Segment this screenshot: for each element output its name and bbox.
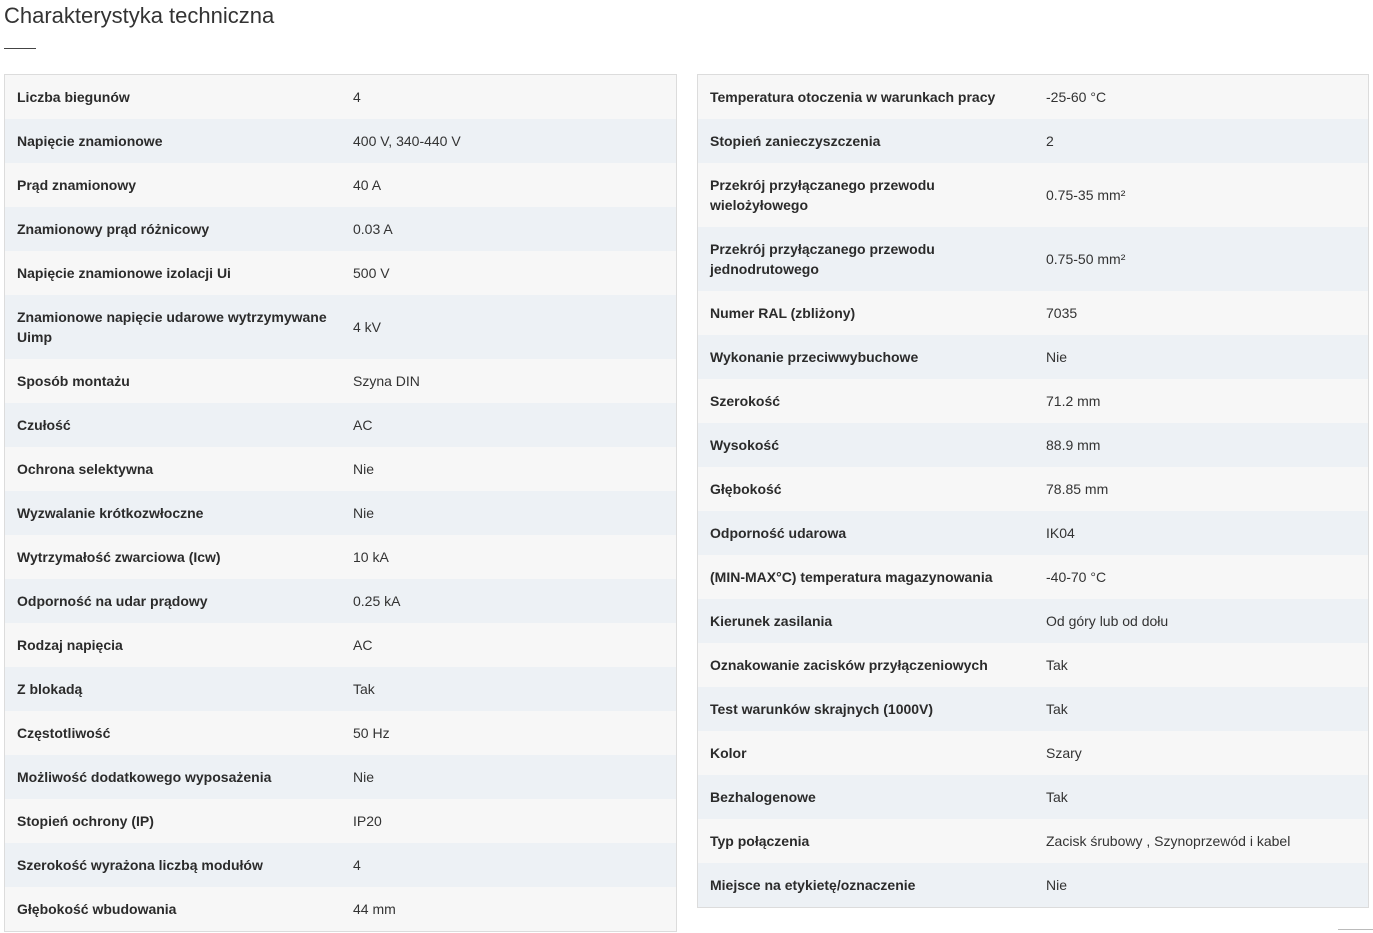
- spec-row: [5, 447, 676, 491]
- spec-row: [5, 295, 676, 359]
- spec-row: [698, 643, 1368, 687]
- spec-row: [5, 251, 676, 295]
- spec-label: Wytrzymałość zwarciowa (Icw): [17, 549, 221, 565]
- spec-row: [5, 887, 676, 931]
- spec-label: Odporność udarowa: [710, 525, 847, 541]
- spec-row: [698, 599, 1368, 643]
- spec-value: 0.03 A: [353, 221, 393, 237]
- spec-label: Głębokość: [710, 481, 782, 497]
- spec-value: Tak: [1046, 789, 1068, 805]
- spec-value: 500 V: [353, 265, 390, 281]
- spec-label: Sposób montażu: [17, 373, 130, 389]
- spec-row: [5, 207, 676, 251]
- spec-row: [698, 775, 1368, 819]
- spec-value: Szary: [1046, 745, 1082, 761]
- spec-row: [698, 863, 1368, 907]
- spec-row: [698, 227, 1368, 291]
- spec-label: Stopień zanieczyszczenia: [710, 133, 881, 149]
- spec-label: Znamionowe napięcie udarowe wytrzymywane Uimp: [17, 309, 327, 345]
- spec-label: Szerokość: [710, 393, 781, 409]
- spec-label: Odporność na udar prądowy: [17, 593, 208, 609]
- spec-value: 44 mm: [353, 901, 396, 917]
- spec-table-right: [697, 74, 1369, 908]
- spec-row: [698, 163, 1368, 227]
- spec-label: Wysokość: [710, 437, 779, 453]
- spec-label: Przekrój przyłączanego przewodu jednodrutowego: [710, 241, 935, 277]
- spec-label: Test warunków skrajnych (1000V): [710, 701, 934, 717]
- spec-label: Przekrój przyłączanego przewodu wielożyłowego: [710, 177, 935, 213]
- spec-label: Z blokadą: [17, 681, 83, 697]
- spec-row: [5, 755, 676, 799]
- spec-row: [698, 423, 1368, 467]
- spec-row: [698, 555, 1368, 599]
- spec-row: [698, 819, 1368, 863]
- spec-row: [5, 799, 676, 843]
- spec-label: Bezhalogenowe: [710, 789, 816, 805]
- spec-label: Wyzwalanie krótkozwłoczne: [17, 505, 204, 521]
- spec-row: [5, 403, 676, 447]
- spec-value: 0.75-50 mm²: [1046, 251, 1126, 267]
- spec-value: 4: [353, 857, 361, 873]
- spec-row: [5, 119, 676, 163]
- spec-value: 78.85 mm: [1046, 481, 1109, 497]
- spec-row: [698, 511, 1368, 555]
- spec-label: Możliwość dodatkowego wyposażenia: [17, 769, 272, 785]
- spec-row: [5, 579, 676, 623]
- spec-value: 400 V, 340-440 V: [353, 133, 461, 149]
- spec-value: 4 kV: [353, 319, 382, 335]
- spec-label: Kolor: [710, 745, 747, 761]
- spec-label: Prąd znamionowy: [17, 177, 137, 193]
- spec-label: Numer RAL (zbliżony): [710, 305, 856, 321]
- spec-value: 0.75-35 mm²: [1046, 187, 1126, 203]
- spec-row: [698, 379, 1368, 423]
- spec-row: [698, 335, 1368, 379]
- spec-label: Kierunek zasilania: [710, 613, 833, 629]
- spec-value: Nie: [353, 769, 375, 785]
- spec-label: Liczba biegunów: [17, 89, 130, 105]
- spec-row: [5, 667, 676, 711]
- spec-value: -25-60 °C: [1046, 89, 1107, 105]
- spec-value: -40-70 °C: [1046, 569, 1107, 585]
- spec-value: Nie: [1046, 349, 1068, 365]
- spec-value: 71.2 mm: [1046, 393, 1101, 409]
- spec-row: [5, 359, 676, 403]
- spec-label: (MIN-MAX°C) temperatura magazynowania: [710, 569, 993, 585]
- spec-value: 10 kA: [353, 549, 389, 565]
- spec-value: IK04: [1046, 525, 1075, 541]
- spec-value: 7035: [1046, 305, 1078, 321]
- spec-value: 4: [353, 89, 361, 105]
- spec-row: [5, 491, 676, 535]
- spec-value: Szyna DIN: [353, 373, 420, 389]
- spec-value: AC: [353, 637, 373, 653]
- spec-row: [698, 119, 1368, 163]
- spec-value: IP20: [353, 813, 382, 829]
- spec-label: Szerokość wyrażona liczbą modułów: [17, 857, 263, 873]
- spec-value: Nie: [353, 505, 375, 521]
- spec-value: Od góry lub od dołu: [1046, 613, 1169, 629]
- title-underline: [4, 48, 36, 49]
- section-title: Charakterystyka techniczna: [4, 3, 275, 28]
- spec-label: Wykonanie przeciwwybuchowe: [710, 349, 919, 365]
- spec-value: Nie: [1046, 877, 1068, 893]
- spec-value: Tak: [1046, 657, 1068, 673]
- spec-label: Rodzaj napięcia: [17, 637, 123, 653]
- divider: [1338, 929, 1373, 930]
- spec-value: AC: [353, 417, 373, 433]
- spec-label: Ochrona selektywna: [17, 461, 154, 477]
- spec-value: Tak: [353, 681, 375, 697]
- spec-label: Temperatura otoczenia w warunkach pracy: [710, 89, 996, 105]
- spec-table-left: [4, 74, 677, 932]
- spec-label: Napięcie znamionowe izolacji Ui: [17, 265, 231, 281]
- spec-row: [5, 163, 676, 207]
- spec-label: Znamionowy prąd różnicowy: [17, 221, 210, 237]
- spec-value: Tak: [1046, 701, 1068, 717]
- spec-row: [698, 687, 1368, 731]
- spec-value: 40 A: [353, 177, 382, 193]
- spec-row: [5, 75, 676, 119]
- spec-value: 2: [1046, 133, 1054, 149]
- spec-label: Stopień ochrony (IP): [17, 813, 154, 829]
- spec-row: [698, 467, 1368, 511]
- spec-value: Zacisk śrubowy , Szynoprzewód i kabel: [1046, 833, 1291, 849]
- spec-row: [5, 535, 676, 579]
- spec-label: Czułość: [17, 417, 71, 433]
- spec-value: 88.9 mm: [1046, 437, 1101, 453]
- spec-value: 50 Hz: [353, 725, 390, 741]
- spec-label: Oznakowanie zacisków przyłączeniowych: [710, 657, 988, 673]
- spec-label: Miejsce na etykietę/oznaczenie: [710, 877, 916, 893]
- spec-row: [5, 623, 676, 667]
- spec-row: [5, 711, 676, 755]
- spec-label: Częstotliwość: [17, 725, 111, 741]
- spec-label: Napięcie znamionowe: [17, 133, 163, 149]
- spec-label: Głębokość wbudowania: [17, 901, 177, 917]
- spec-label: Typ połączenia: [710, 833, 810, 849]
- spec-row: [698, 291, 1368, 335]
- spec-value: 0.25 kA: [353, 593, 401, 609]
- spec-row: [698, 75, 1368, 119]
- spec-row: [698, 731, 1368, 775]
- spec-row: [5, 843, 676, 887]
- spec-value: Nie: [353, 461, 375, 477]
